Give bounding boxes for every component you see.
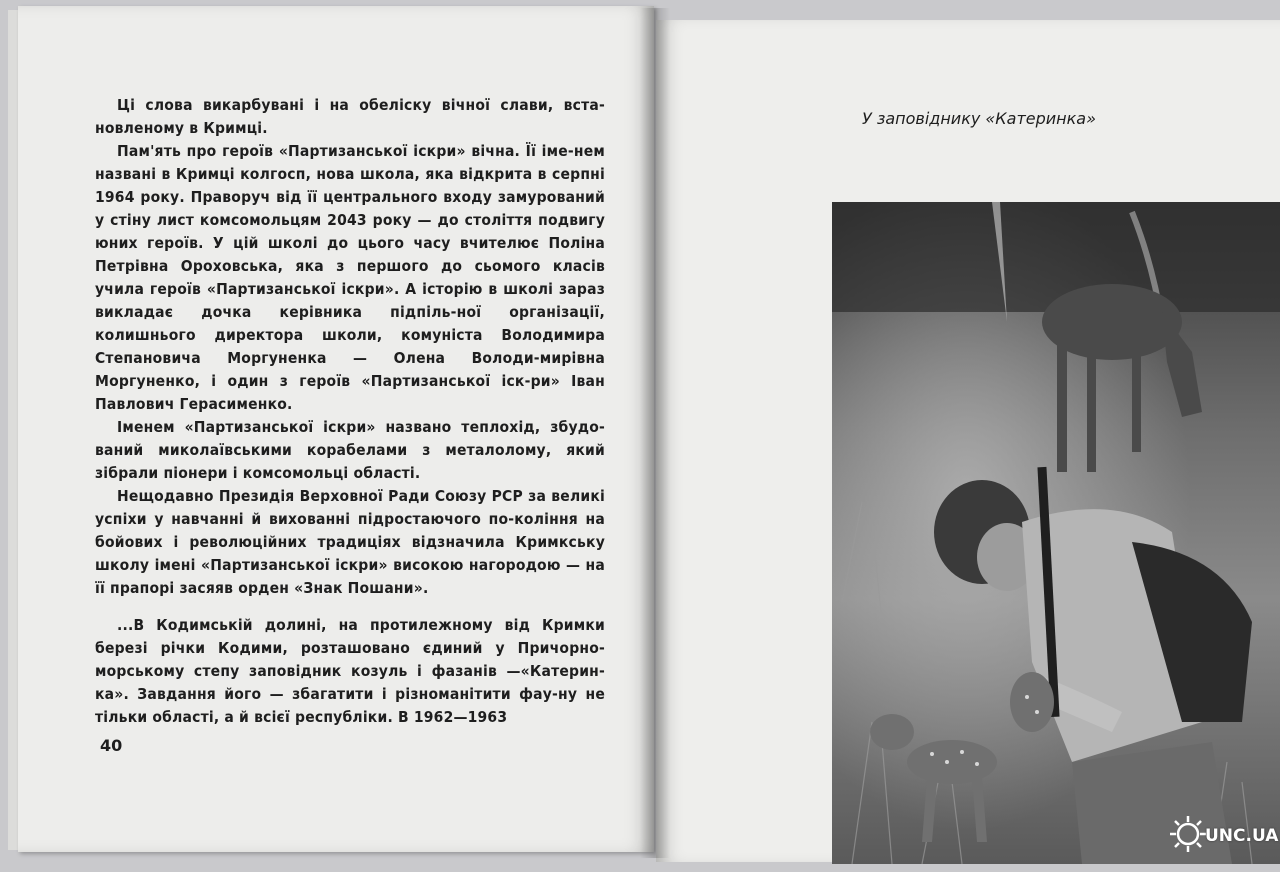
book-gutter [640,8,670,858]
photo-ranger-with-fawns [832,202,1280,864]
watermark-text: UNC.UA [1205,826,1279,846]
photo-caption: У заповіднику «Катеринка» [862,109,1096,128]
paragraph: ...В Кодимській долині, на протилежному від Кримки березі річки Кодими, розташовано єдиний у Причорно-морському степу заповідник козуль і фазанів —«Катерин-ка». Завдання його — збагатити і різноманітити фау-ну не тільки області, а й всієї республіки. В 1962—1963 [95,616,605,726]
left-page-body [95,94,605,729]
page-number: 40 [100,736,123,755]
paragraph: Іменем «Партизанської іскри» названо теплохід, збудо-ваний миколаївськими корабелами з металолому, який зібрали піонери і комсомольці області. [95,418,605,482]
paragraph: Ці слова викарбувані і на обеліску вічної слави, вста-новленому в Кримці. [95,96,605,137]
paragraph: Нещодавно Президія Верховної Ради Союзу РСР за великі успіхи у навчанні й вихованні підростаючого по-коління на бойових і революційних традиціях відзначила Кримкську школу імені «Партизанської іскри» високою нагородою — на її прапорі засяяв орден «Знак Пошани». [95,487,605,597]
paragraph: Пам'ять про героїв «Партизанської іскри» вічна. Її іме-нем названі в Кримці колгосп, нова школа, яка відкрита в серпні 1964 року. Праворуч від її центрального входу замурований у стіну лист комсомольцям 2043 року — до століття подвигу юних героїв. У цій школі до цього часу вчителює Поліна Петрівна Ороховська, яка з першого до сьомого класів учила героїв «Партизанської іскри». А історію в школі зараз викладає дочка керівника підпіль-ної організації, колишнього директора школи, комуніста Володимира Степановича Моргуненка — Олена Володи-мирівна Моргуненко, і один з героїв «Партизанської іск-ри» Іван Павлович Герасименко. [95,142,605,413]
